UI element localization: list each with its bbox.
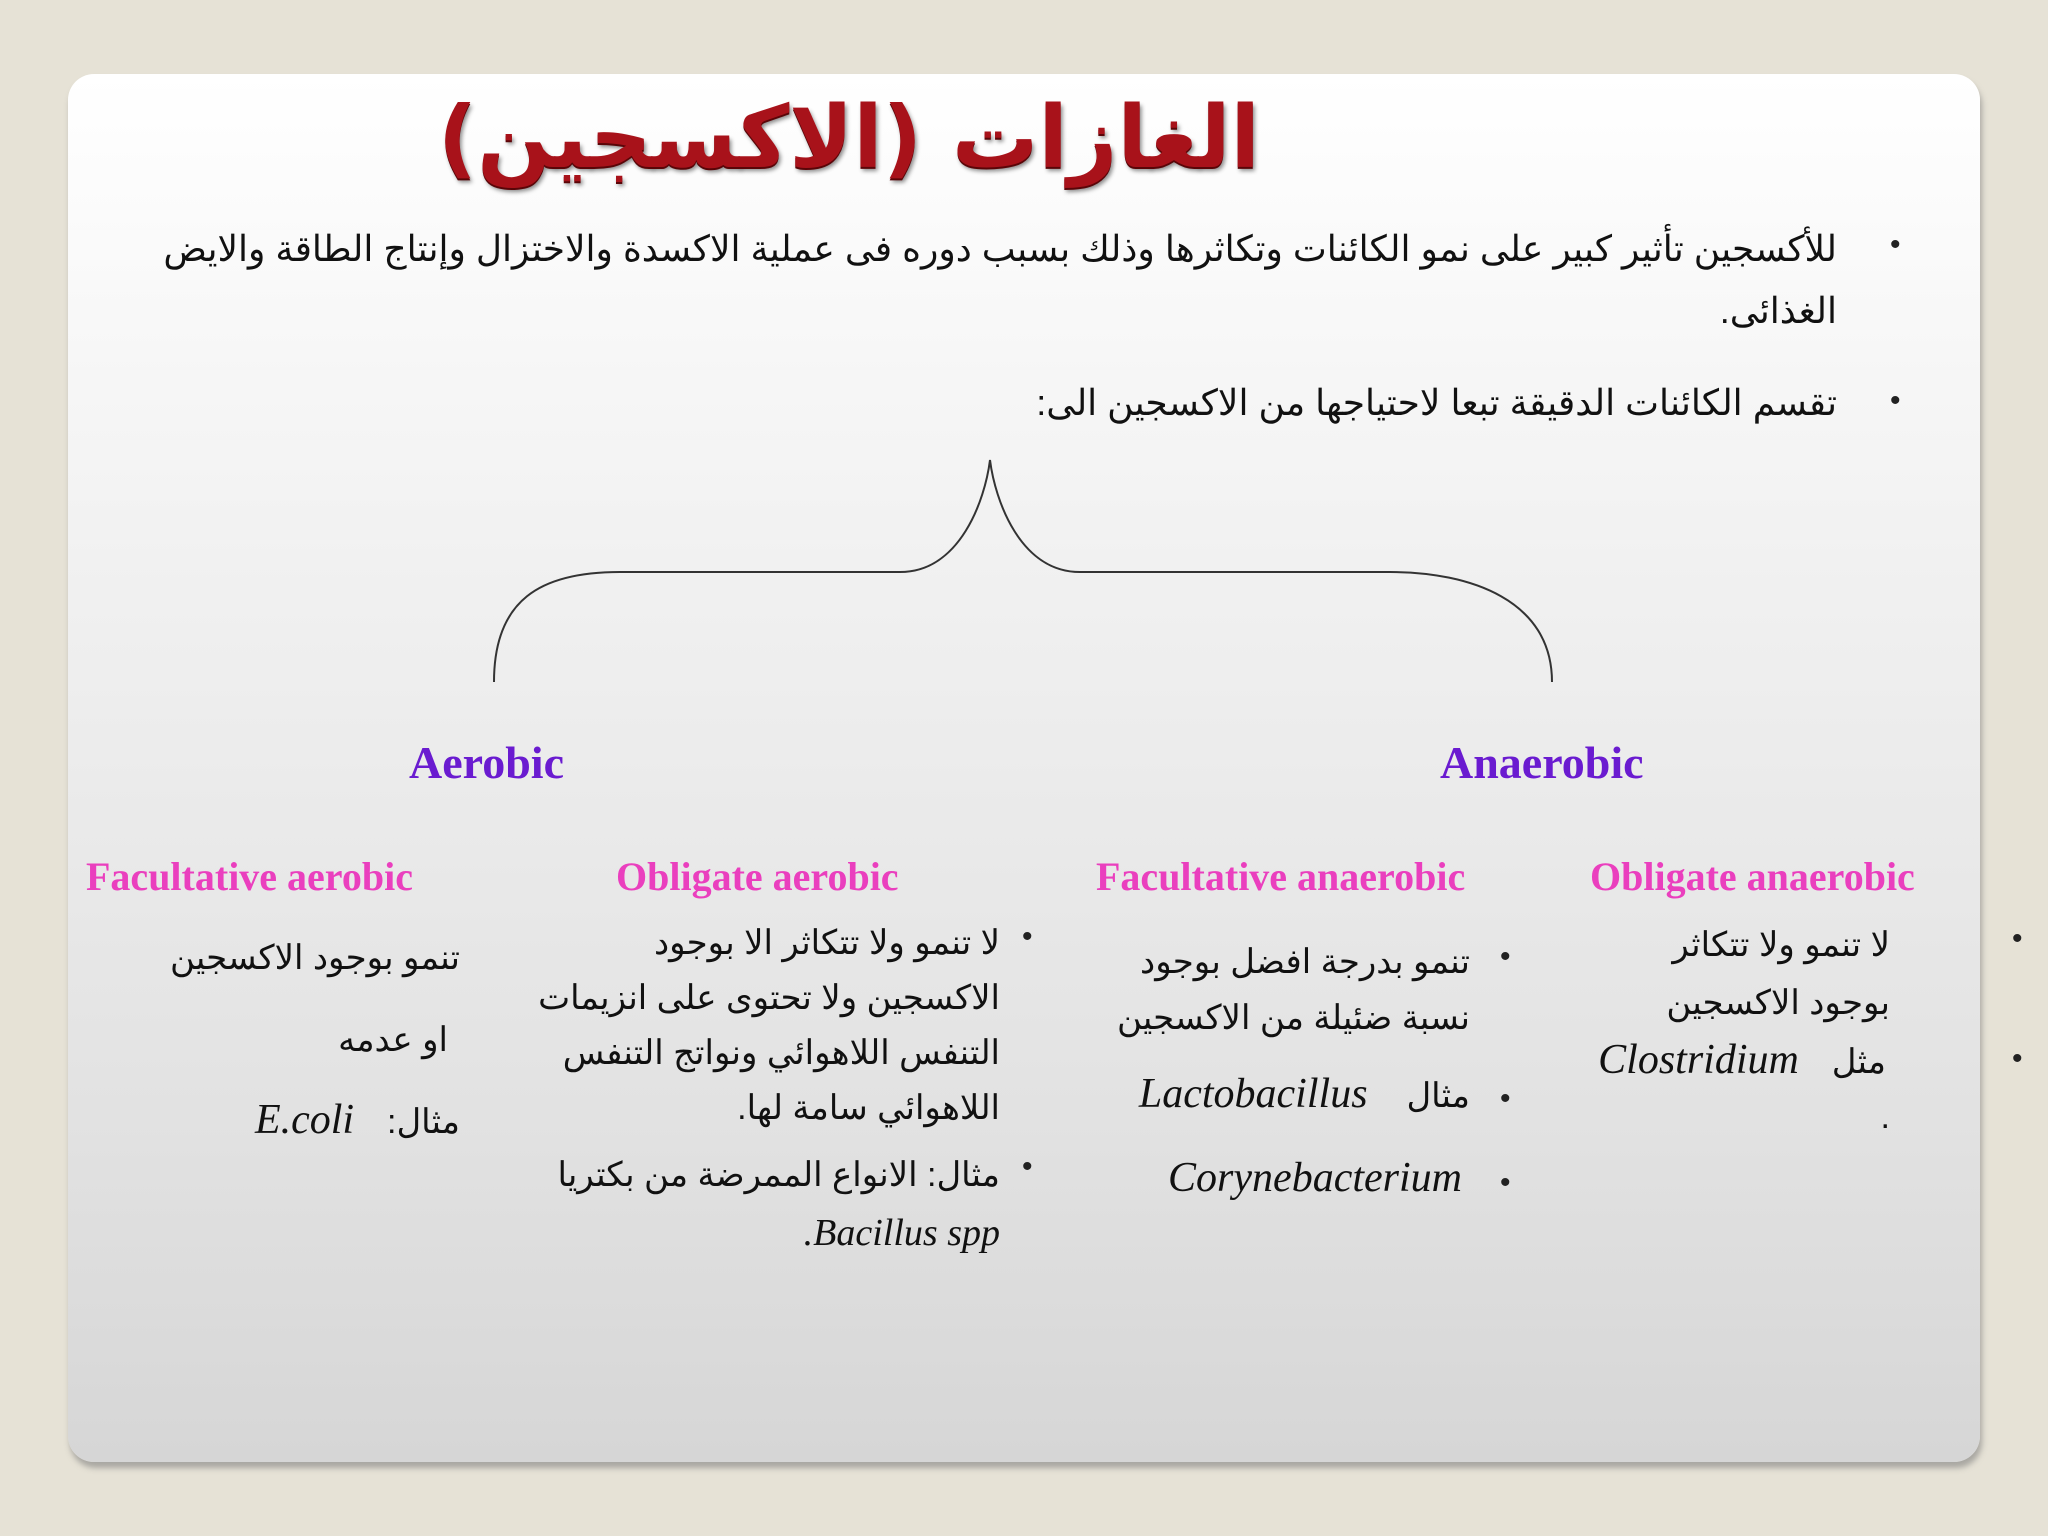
example-organism: .Bacillus spp (803, 1212, 1000, 1254)
heading-obligate-anaerobic: Obligate anaerobic (1590, 854, 1915, 899)
facultative-anaerobic-example-1 (1100, 1070, 1470, 1118)
facultative-aerobic-text-1: تنمو بوجود الاكسجين (169, 939, 460, 977)
bullet-classification: تقسم الكائنات الدقيقة تبعا لاحتياجها من الاكسجين الى: (1036, 382, 1837, 423)
example-organism: Corynebacterium (1168, 1155, 1462, 1201)
example-organism: Lactobacillus (1138, 1071, 1368, 1117)
obligate-aerobic-text: لا تنمو ولا تتكاثر الا بوجود الاكسجين ولا تحتوى على انزيمات التنفس اللاهوائي ونواتج التنفس اللاهوائي سامة لها. (538, 924, 1000, 1127)
bullet-marker: • (1500, 1166, 1511, 1199)
example-label: مثال: (387, 1103, 460, 1141)
category-anaerobic: Anaerobic (1440, 737, 1644, 788)
example-organism: Clostridium (1598, 1037, 1799, 1083)
slide-title: الغازات (الاكسجين) (437, 88, 1260, 188)
bullet-marker: • (1890, 228, 1901, 261)
bullet-marker: • (1890, 384, 1901, 417)
bullet-marker: • (2012, 922, 2023, 955)
obligate-anaerobic-text: لا تنمو ولا تتكاثر بوجود الاكسجين (1666, 926, 1890, 1022)
facultative-aerobic-example (200, 1096, 460, 1144)
facultative-aerobic-text-2: او عدمه (338, 1021, 448, 1059)
category-aerobic: Aerobic (409, 737, 565, 788)
bullet-marker: • (1022, 1150, 1033, 1183)
trailing-period: . (1880, 1098, 1890, 1136)
bullet-marker: • (1500, 1082, 1511, 1115)
bullet-oxygen-effect: للأكسجين تأثير كبير على نمو الكائنات وتكاثرها وذلك بسبب دوره فى عملية الاكسدة والاختزال وإنتاج الطاقة والايض الغذائى. (163, 228, 1837, 331)
bullet-marker: • (2012, 1042, 2023, 1075)
bullet-marker: • (1500, 940, 1511, 973)
example-organism: E.coli (254, 1097, 355, 1143)
example-label: مثال (1406, 1077, 1470, 1115)
obligate-anaerobic-example (1590, 1036, 1886, 1084)
heading-facultative-aerobic: Facultative aerobic (86, 854, 413, 899)
heading-facultative-anaerobic: Facultative anaerobic (1096, 854, 1466, 899)
facultative-anaerobic-text: تنمو بدرجة افضل بوجود نسبة ضئيلة من الاكسجين (1116, 943, 1470, 1037)
facultative-anaerobic-example-2 (1100, 1154, 1462, 1202)
example-label: مثال: الانواع الممرضة من بكتريا (557, 1156, 1000, 1194)
bullet-marker: • (1022, 920, 1033, 953)
obligate-aerobic-example (500, 1146, 1000, 1263)
heading-obligate-aerobic: Obligate aerobic (616, 854, 899, 899)
example-label: مثل (1831, 1043, 1886, 1081)
